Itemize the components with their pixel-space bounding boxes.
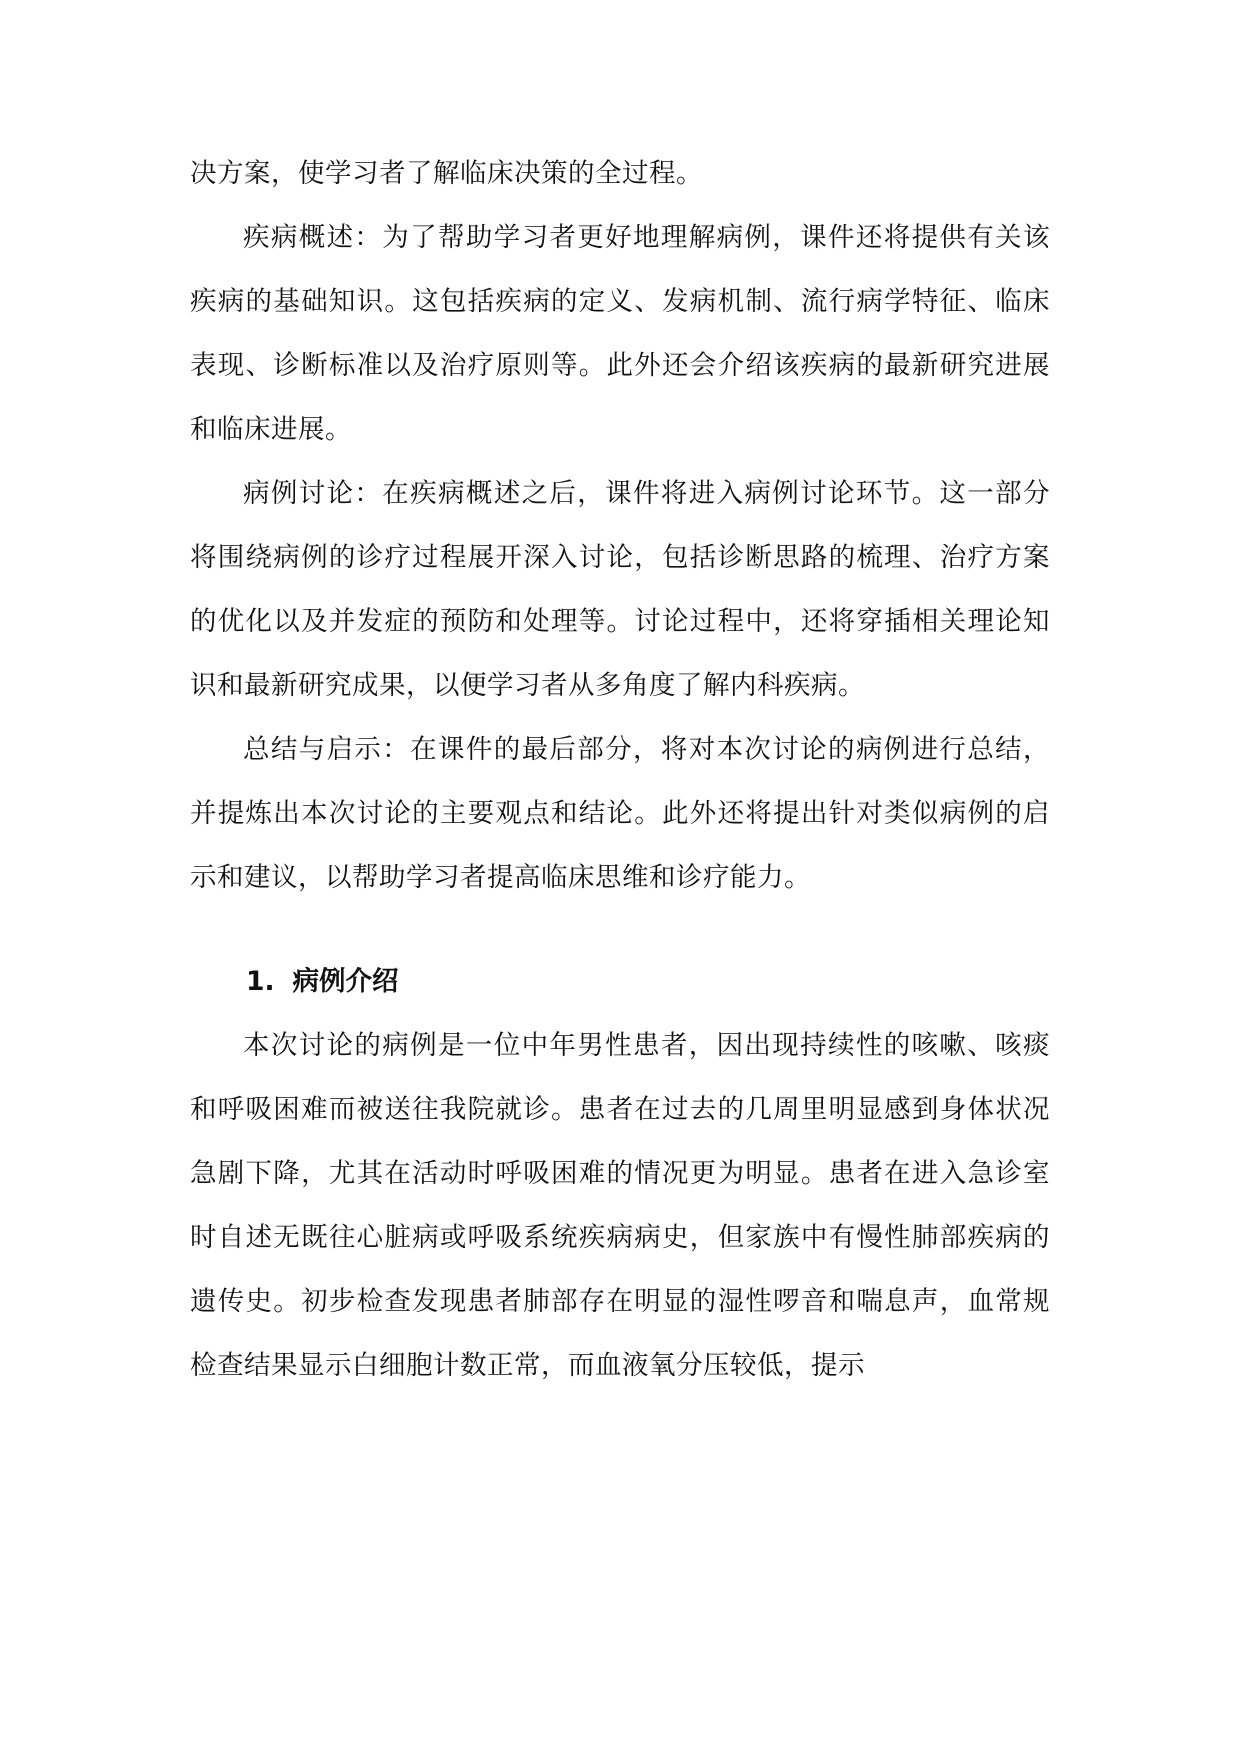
section-heading (246, 950, 1050, 1014)
section-number: 1. (246, 966, 275, 997)
paragraph-case-discussion: 病例讨论：在疾病概述之后，课件将进入病例讨论环节。这一部分将围绕病例的诊疗过程展开深入讨论，包括诊断思路的梳理、治疗方案的优化以及并发症的预防和处理等。讨论过程中，还将穿插相关理论知识和最新研究成果，以便学习者从多角度了解内科疾病。 (190, 478, 1050, 701)
paragraph-case-introduction: 本次讨论的病例是一位中年男性患者，因出现持续性的咳嗽、咳痰和呼吸困难而被送往我院就诊。患者在过去的几周里明显感到身体状况急剧下降，尤其在活动时呼吸困难的情况更为明显。患者在进入急诊室时自述无既往心脏病或呼吸系统疾病病史，但家族中有慢性肺部疾病的遗传史。初步检查发现患者肺部存在明显的湿性啰音和喘息声，血常规检查结果显示白细胞计数正常，而血液氧分压较低，提示 (190, 1030, 1050, 1381)
section-title: 病例介绍 (292, 966, 399, 997)
paragraph-summary: 总结与启示：在课件的最后部分，将对本次讨论的病例进行总结，并提炼出本次讨论的主要观点和结论。此外还将提出针对类似病例的启示和建议，以帮助学习者提高临床思维和诊疗能力。 (190, 734, 1050, 893)
document-body (190, 142, 1050, 1398)
paragraph-continuation: 决方案，使学习者了解临床决策的全过程。 (190, 158, 703, 189)
paragraph-disease-overview: 疾病概述：为了帮助学习者更好地理解病例，课件还将提供有关该疾病的基础知识。这包括疾病的定义、发病机制、流行病学特征、临床表现、诊断标准以及治疗原则等。此外还会介绍该疾病的最新研究进展和临床进展。 (190, 222, 1050, 445)
